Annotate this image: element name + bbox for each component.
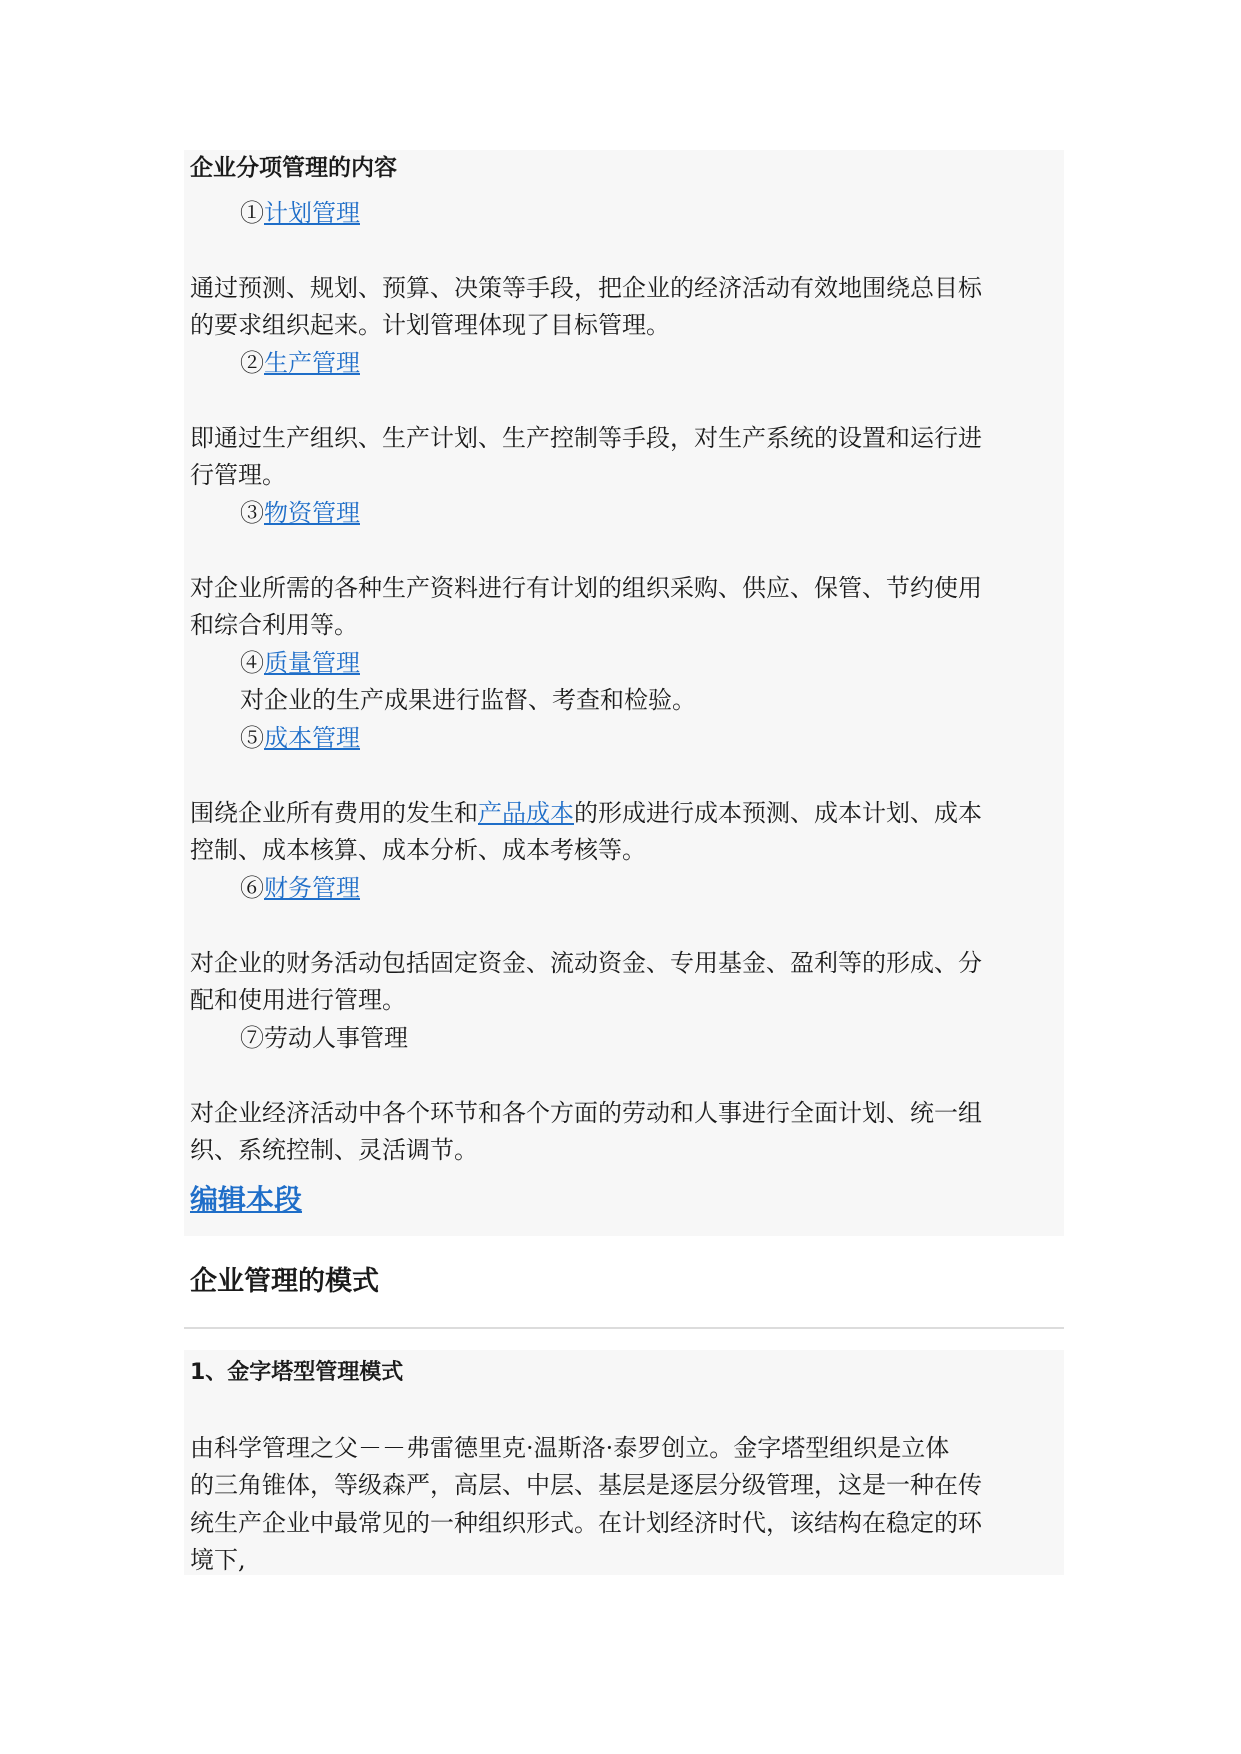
link-product-cost[interactable]: 产品成本 bbox=[478, 799, 574, 827]
item-cost-management bbox=[240, 720, 360, 756]
link-plan-management[interactable]: 计划管理 bbox=[264, 199, 360, 227]
item-marker: ① bbox=[240, 199, 264, 227]
item-marker: ③ bbox=[240, 499, 264, 527]
link-quality-management[interactable]: 质量管理 bbox=[264, 649, 360, 677]
pyramid-desc-line: 境下, bbox=[190, 1546, 246, 1574]
item-label: 劳动人事管理 bbox=[264, 1024, 408, 1052]
link-cost-management[interactable]: 成本管理 bbox=[264, 724, 360, 752]
link-production-management[interactable]: 生产管理 bbox=[264, 349, 360, 377]
item-plan-management bbox=[240, 195, 360, 231]
pyramid-desc-line: 的三角锥体，等级森严，高层、中层、基层是逐层分级管理，这是一种在传 bbox=[190, 1471, 982, 1499]
item-desc-line: 对企业的生产成果进行监督、考查和检验。 bbox=[240, 686, 696, 714]
item-production-management bbox=[240, 345, 360, 381]
item-desc-line: 配和使用进行管理。 bbox=[190, 986, 406, 1014]
link-material-management[interactable]: 物资管理 bbox=[264, 499, 360, 527]
item-desc-line: 行管理。 bbox=[190, 461, 286, 489]
section-heading: 企业分项管理的内容 bbox=[190, 155, 397, 181]
item-personnel-management bbox=[240, 1020, 408, 1056]
item-desc-line: 的要求组织起来。计划管理体现了目标管理。 bbox=[190, 311, 670, 339]
item-desc-line: 和综合利用等。 bbox=[190, 611, 358, 639]
item-marker: ⑤ bbox=[240, 724, 264, 752]
item-material-management bbox=[240, 495, 360, 531]
item-desc-line bbox=[190, 795, 982, 831]
item-marker: ② bbox=[240, 349, 264, 377]
item-desc-line: 对企业经济活动中各个环节和各个方面的劳动和人事进行全面计划、统一组 bbox=[190, 1099, 982, 1127]
item-finance-management bbox=[240, 870, 360, 906]
section-divider bbox=[184, 1327, 1064, 1329]
item-desc-line: 对企业的财务活动包括固定资金、流动资金、专用基金、盈利等的形成、分 bbox=[190, 949, 982, 977]
item-quality-management bbox=[240, 645, 360, 681]
item-desc-line: 对企业所需的各种生产资料进行有计划的组织采购、供应、保管、节约使用 bbox=[190, 574, 982, 602]
desc-text: 围绕企业所有费用的发生和 bbox=[190, 799, 478, 827]
item-marker: ⑦ bbox=[240, 1024, 264, 1052]
item-marker: ④ bbox=[240, 649, 264, 677]
item-desc-line: 控制、成本核算、成本分析、成本考核等。 bbox=[190, 836, 646, 864]
item-desc-line: 即通过生产组织、生产计划、生产控制等手段，对生产系统的设置和运行进 bbox=[190, 424, 982, 452]
edit-section-link[interactable]: 编辑本段 bbox=[190, 1183, 303, 1216]
item-marker: ⑥ bbox=[240, 874, 264, 902]
pyramid-model-title: 1、金字塔型管理模式 bbox=[190, 1360, 404, 1385]
pyramid-desc-line: 由科学管理之父－－弗雷德里克·温斯洛·泰罗创立。金字塔型组织是立体 bbox=[190, 1434, 950, 1462]
pyramid-desc-line: 统生产企业中最常见的一种组织形式。在计划经济时代，该结构在稳定的环 bbox=[190, 1509, 982, 1537]
link-finance-management[interactable]: 财务管理 bbox=[264, 874, 360, 902]
item-desc-line: 织、系统控制、灵活调节。 bbox=[190, 1136, 478, 1164]
item-desc-line: 通过预测、规划、预算、决策等手段，把企业的经济活动有效地围绕总目标 bbox=[190, 274, 982, 302]
section-title: 企业管理的模式 bbox=[190, 1266, 379, 1297]
desc-text: 的形成进行成本预测、成本计划、成本 bbox=[574, 799, 982, 827]
edit-section bbox=[190, 1180, 302, 1221]
